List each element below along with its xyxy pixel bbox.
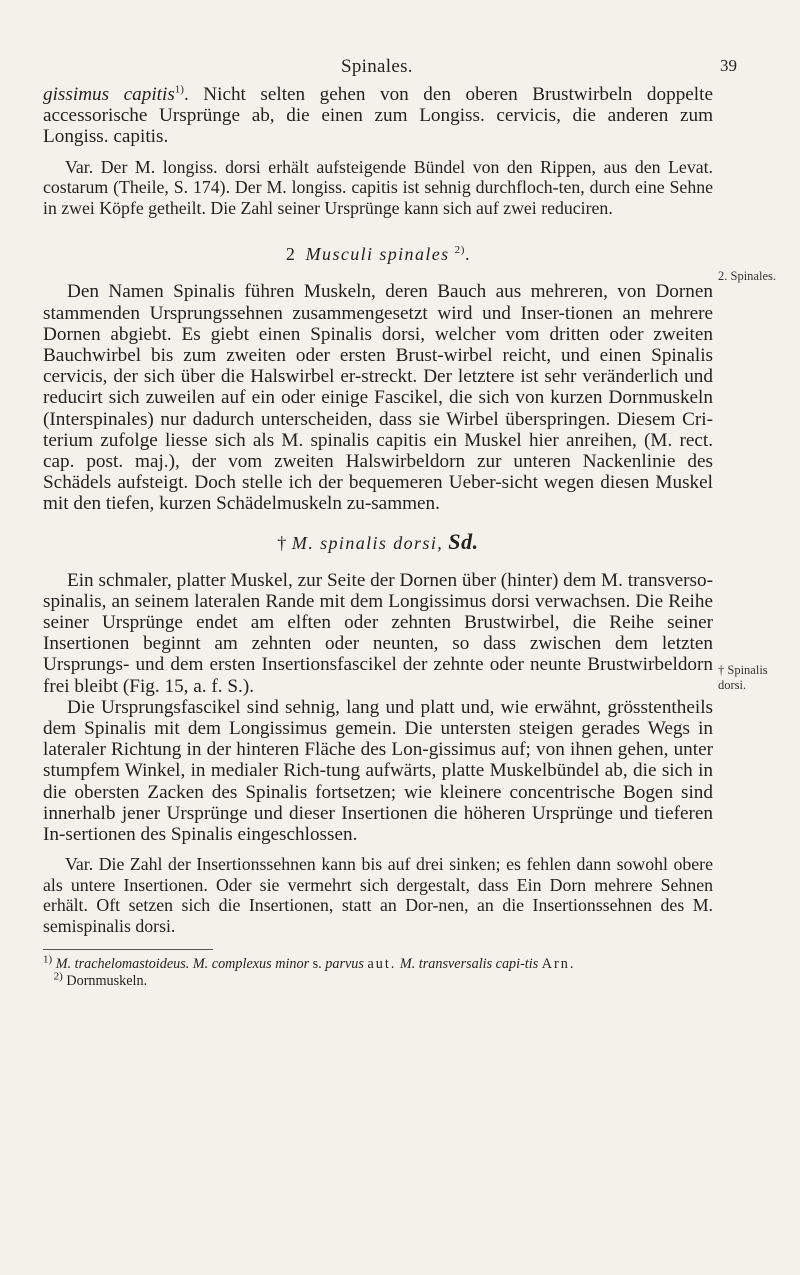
footnote-1-term-b: M. complexus minor — [192, 955, 310, 972]
variation-note-longissimus: Var. Der M. longiss. dorsi erhält aufsteigende Bündel von den Rippen, aus den Levat. costarum (Theile, S. 174). Der M. longiss. capitis ist sehnig durchfloch-ten, durch eine Sehne in zwei Köpfe getheilt. Die Zahl seiner Ursprünge kann sich auf zwei reduciren. — [43, 156, 713, 218]
section-heading-spinalis-dorsi — [43, 528, 713, 554]
footnote-1-aut: aut. — [367, 955, 397, 972]
footnote-2-text: Dornmuskeln. — [66, 972, 148, 989]
footnote-ref-2: 2) — [454, 244, 466, 257]
paragraph-spinales: Den Namen Spinalis führen Muskeln, deren Bauch aus mehreren, von Dornen stammenden Ursprungssehnen zusammengesetzt wird und Inser-tionen an mehrere Dornen abgiebt. Es giebt einen Spinalis dorsi, welcher vom dritten oder zweiten Bauchwirbel bis zum zweiten oder ersten Brust-wirbel reicht, und einen Spinalis cervicis, der sich über die Halswirbel er-streckt. Der letztere ist sehr veränderlich und reducirt sich zuweilen auf ein oder einige Fascikel, die sich von kurzen Dornmuskeln (Interspinales) nur dadurch unterscheiden, dass sie Wirbel überspringen. Diesem Cri-terium zufolge liesse sich als M. spinalis capitis ein Muskel hier anreihen, (M. rect. cap. post. maj.), der vom zweiten Halswirbeldorn zur unteren Nackenlinie des Schädels aufsteigt. Doch stelle ich der bequemeren Ueber-sicht wegen diesen Muskel mit den tiefen, kurzen Schädelmuskeln zu-sammen. — [43, 281, 713, 515]
section-heading-punct: . — [465, 244, 471, 265]
paragraph-spinalis-dorsi-1: Ein schmaler, platter Muskel, zur Seite der Dornen über (hinter) dem M. transverso-spinalis, an seinem lateralen Rande mit dem Longissimus dorsi verwachsen. Die Reihe seiner Ursprünge endet am elften oder zehnten Brustwirbel, die Reihe seiner Insertionen beginnt am zehnten oder neunten, so dass zwischen dem letzten Ursprungs- und dem ersten Insertionsfascikel der zehnte oder neunte Brustwirbeldorn frei bleibt (Fig. 15, a. f. S.). — [43, 569, 713, 697]
footnote-1-s: s. — [312, 955, 322, 972]
footnote-1-mark: 1) — [43, 952, 53, 965]
footnote-1-term-f: M. transversalis capi-tis — [399, 955, 539, 972]
section-heading-spinales — [43, 243, 713, 265]
margin-note-spinalis — [718, 663, 768, 693]
spinalis-dorsi-title: M. spinalis dorsi, — [291, 532, 444, 553]
intro-lead: gissimus capitis — [43, 84, 175, 105]
page-number: 39 — [720, 56, 737, 75]
section-title: Musculi spinales — [305, 244, 450, 265]
page-header — [0, 56, 800, 82]
margin-note-spinalis-line2: dorsi. — [718, 678, 747, 692]
footnote-1-arn: Arn. — [541, 955, 576, 972]
margin-note-spinalis-line1: † Spinalis — [718, 663, 768, 677]
footnote-1 — [43, 952, 713, 973]
margin-note-spinales: 2. Spinales. — [718, 269, 776, 283]
running-title: Spinales. — [341, 56, 413, 77]
dagger-mark: † — [277, 532, 287, 553]
intro-paragraph — [43, 84, 713, 148]
footnote-2 — [43, 969, 713, 990]
footnote-rule — [43, 949, 213, 950]
footnote-1-term-a: M. trachelomastoideus. — [55, 955, 190, 972]
intro-text: . Nicht selten gehen von den oberen Brustwirbeln doppelte accessorische Ursprünge ab, die einen zum Longiss. cervicis, die anderen zum Longiss. capitis. — [43, 84, 713, 148]
paragraph-spinalis-dorsi-2: Die Ursprungsfascikel sind sehnig, lang und platt und, wie erwähnt, grösstentheils dem Spinalis mit dem Longissimus gemein. Die untersten steigen gerades Wegs in lateraler Richtung in der hinteren Fläche des Lon-gissimus auf; von ihnen gehen, unter stumpfem Winkel, in medialer Rich-tung aufwärts, platte Muskelbündel ab, die sich in die obersten Zacken des Spinalis fortsetzen; wie kleinere concentrische Bogen sind innerhalb jener Ursprünge und dieser Insertionen die höheren Ursprünge und tieferen In-sertionen des Spinalis eingeschlossen. — [43, 696, 713, 846]
spinalis-dorsi-sigla: Sd. — [448, 528, 479, 554]
section-number: 2 — [285, 244, 296, 265]
footnote-2-mark: 2) — [53, 969, 63, 982]
variation-note-insertions: Var. Die Zahl der Insertionssehnen kann bis auf drei sinken; es fehlen dann sowohl obere als untere Insertionen. Oder sie vermehrt sich dergestalt, dass Ein Dorn mehrere Sehnen erhält. Oft setzen sich die Insertionen, statt an Dor-nen, an die Insertionssehnen des M. semispinalis dorsi. — [43, 854, 713, 937]
text-body — [43, 84, 713, 990]
footnote-1-term-d: parvus — [325, 955, 364, 972]
footnote-ref-1: 1) — [174, 83, 184, 96]
